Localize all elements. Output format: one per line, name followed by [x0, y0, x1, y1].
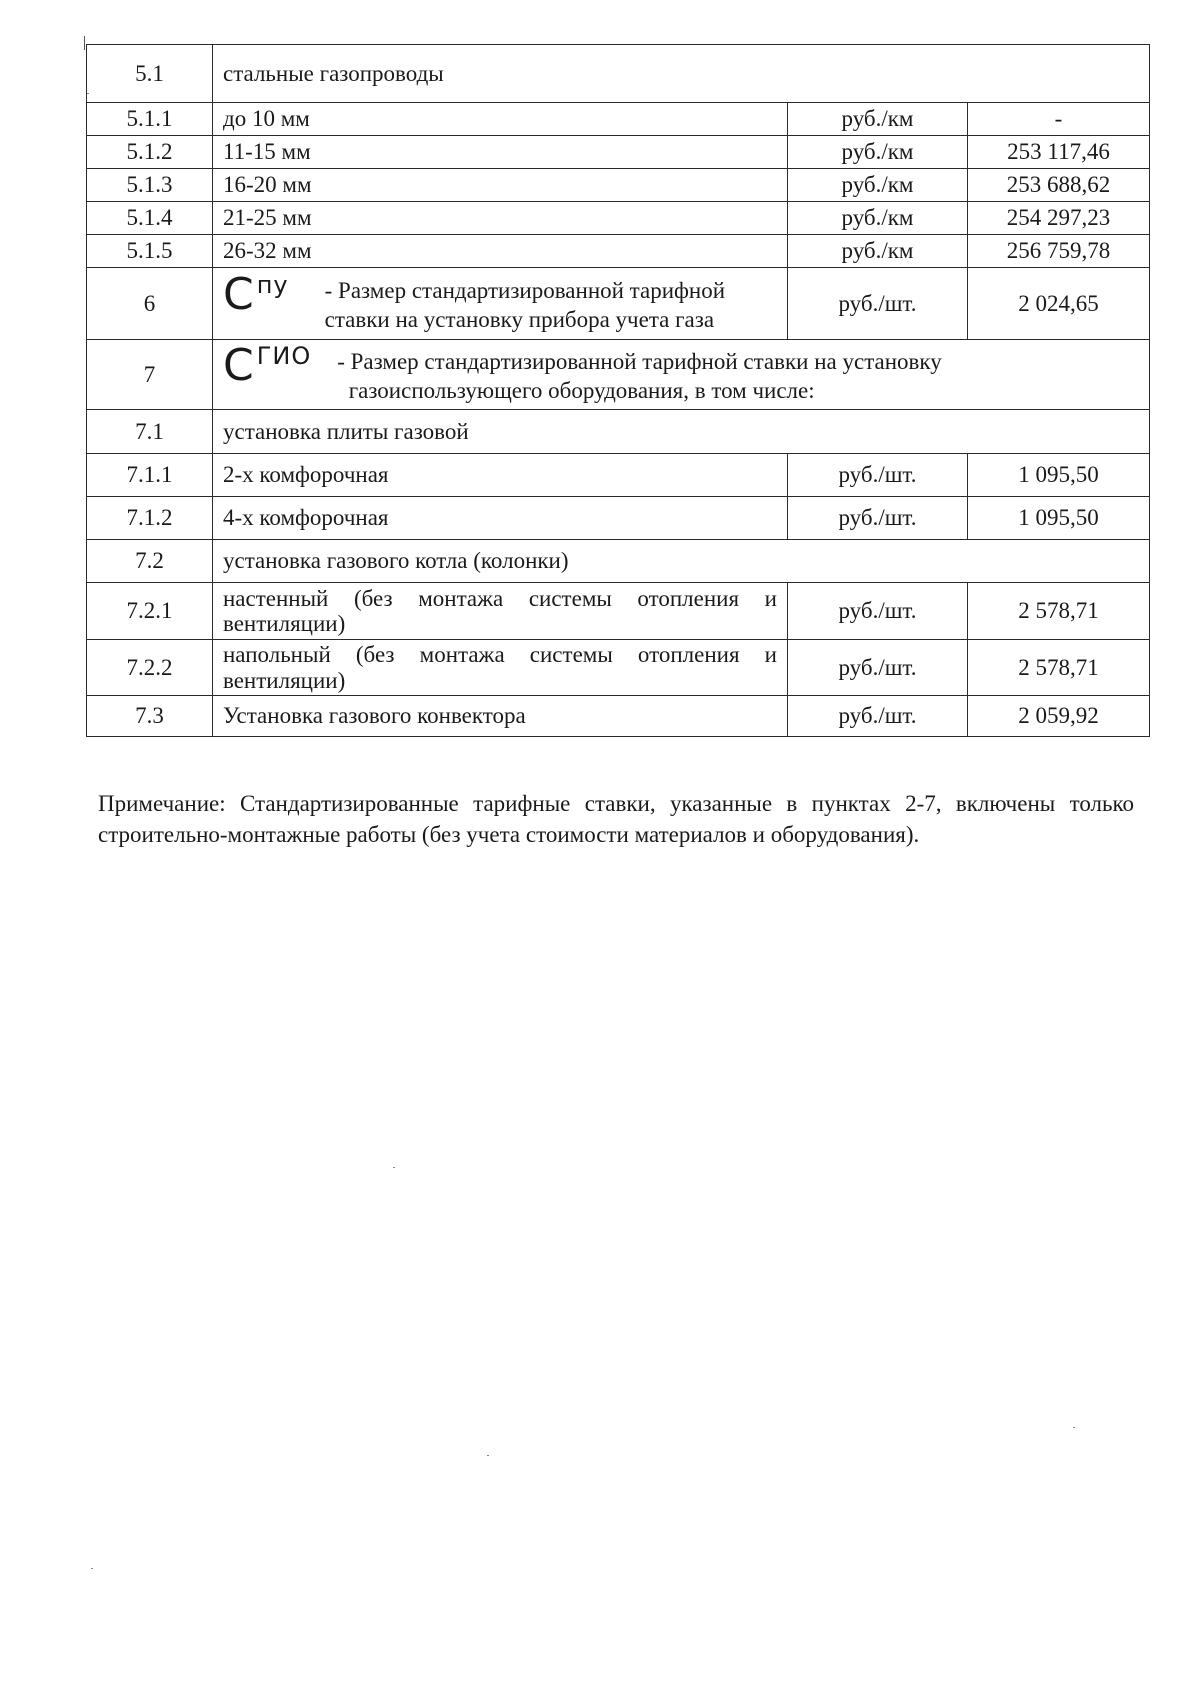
row-description: 16-20 мм: [213, 169, 788, 202]
row-number: 7.1.2: [87, 497, 213, 540]
row-unit: руб./шт.: [788, 640, 968, 696]
table-row: [87, 235, 1150, 268]
row-value: 1 095,50: [968, 454, 1150, 497]
row-value: 1 095,50: [968, 497, 1150, 540]
row-unit: руб./км: [788, 202, 968, 235]
row-number: 5.1.3: [87, 169, 213, 202]
row-unit: руб./шт.: [788, 497, 968, 540]
row-number: 7: [87, 340, 213, 410]
table-row: [87, 640, 1150, 696]
row-unit: руб./шт.: [788, 454, 968, 497]
footnote: Примечание: Стандартизированные тарифные ставки, указанные в пунктах 2-7, включены только строительно-монтажные работы (без учета стоимости материалов и оборудования).: [98, 791, 1134, 848]
row-unit: руб./шт.: [788, 696, 968, 737]
row-description: Установка газового конвектора: [213, 696, 788, 737]
row-description: стальные газопроводы: [213, 45, 1150, 103]
row-unit: руб./км: [788, 169, 968, 202]
table-row: [87, 268, 1150, 340]
table-row: [87, 202, 1150, 235]
row-value: 254 297,23: [968, 202, 1150, 235]
row-number: 7.2.1: [87, 583, 213, 640]
symbol-description: [223, 268, 777, 335]
row-unit: руб./км: [788, 136, 968, 169]
row-number: 5.1: [87, 45, 213, 103]
table-row: [87, 340, 1150, 410]
row-value: 2 578,71: [968, 640, 1150, 696]
row-description: установка плиты газовой: [213, 410, 1150, 454]
row-value: 2 578,71: [968, 583, 1150, 640]
row-unit: руб./шт.: [788, 583, 968, 640]
table-row: [87, 103, 1150, 136]
row-value: 2 024,65: [968, 268, 1150, 340]
row-value: 253 688,62: [968, 169, 1150, 202]
table-row: [87, 497, 1150, 540]
row-value: 256 759,78: [968, 235, 1150, 268]
row-description: 26-32 мм: [213, 235, 788, 268]
scan-speck: [87, 93, 89, 94]
row-number: 5.1.4: [87, 202, 213, 235]
row-description: 21-25 мм: [213, 202, 788, 235]
description-text: - Размер стандартизированной тарифной ставки на установку прибора учета газа: [324, 277, 726, 332]
table-row: [87, 136, 1150, 169]
row-description: настенный (без монтажа системы отопления и вентиляции): [213, 583, 788, 640]
symbol-description: [223, 339, 1139, 406]
table-row: [87, 169, 1150, 202]
row-description: [213, 268, 788, 340]
row-value: -: [968, 103, 1150, 136]
row-number: 6: [87, 268, 213, 340]
row-unit: руб./км: [788, 103, 968, 136]
scan-speck: [91, 1568, 93, 1569]
row-number: 5.1.1: [87, 103, 213, 136]
row-number: 5.1.5: [87, 235, 213, 268]
row-number: 7.1.1: [87, 454, 213, 497]
row-description: до 10 мм: [213, 103, 788, 136]
row-description: напольный (без монтажа системы отопления и вентиляции): [213, 640, 788, 696]
scan-speck: [1073, 1427, 1075, 1428]
row-value: 2 059,92: [968, 696, 1150, 737]
row-description: установка газового котла (колонки): [213, 540, 1150, 583]
table-row: [87, 583, 1150, 640]
tariff-symbol-cpu: $С^{пу}$: [223, 268, 289, 320]
row-unit: руб./км: [788, 235, 968, 268]
table-row: [87, 454, 1150, 497]
row-value: 253 117,46: [968, 136, 1150, 169]
table-row: [87, 410, 1150, 454]
row-number: 7.2: [87, 540, 213, 583]
table-row: [87, 696, 1150, 737]
row-number: 7.2.2: [87, 640, 213, 696]
row-description: 4-х комфорочная: [213, 497, 788, 540]
row-number: 5.1.2: [87, 136, 213, 169]
table-row: [87, 45, 1150, 103]
row-description: [213, 340, 1150, 410]
tariff-symbol-cgio: $С^{ГИО}$: [223, 339, 312, 391]
row-unit: руб./шт.: [788, 268, 968, 340]
table-row: [87, 540, 1150, 583]
row-number: 7.3: [87, 696, 213, 737]
tariff-table: [86, 44, 1150, 737]
row-description: 11-15 мм: [213, 136, 788, 169]
scan-speck: [393, 1167, 395, 1168]
row-number: 7.1: [87, 410, 213, 454]
row-description: 2-х комфорочная: [213, 454, 788, 497]
scan-speck: [487, 1455, 489, 1456]
description-text: - Размер стандартизированной тарифной ставки на установку газоиспользующего оборудования, в том числе:: [337, 348, 942, 403]
scan-edge-mark: [84, 36, 85, 50]
